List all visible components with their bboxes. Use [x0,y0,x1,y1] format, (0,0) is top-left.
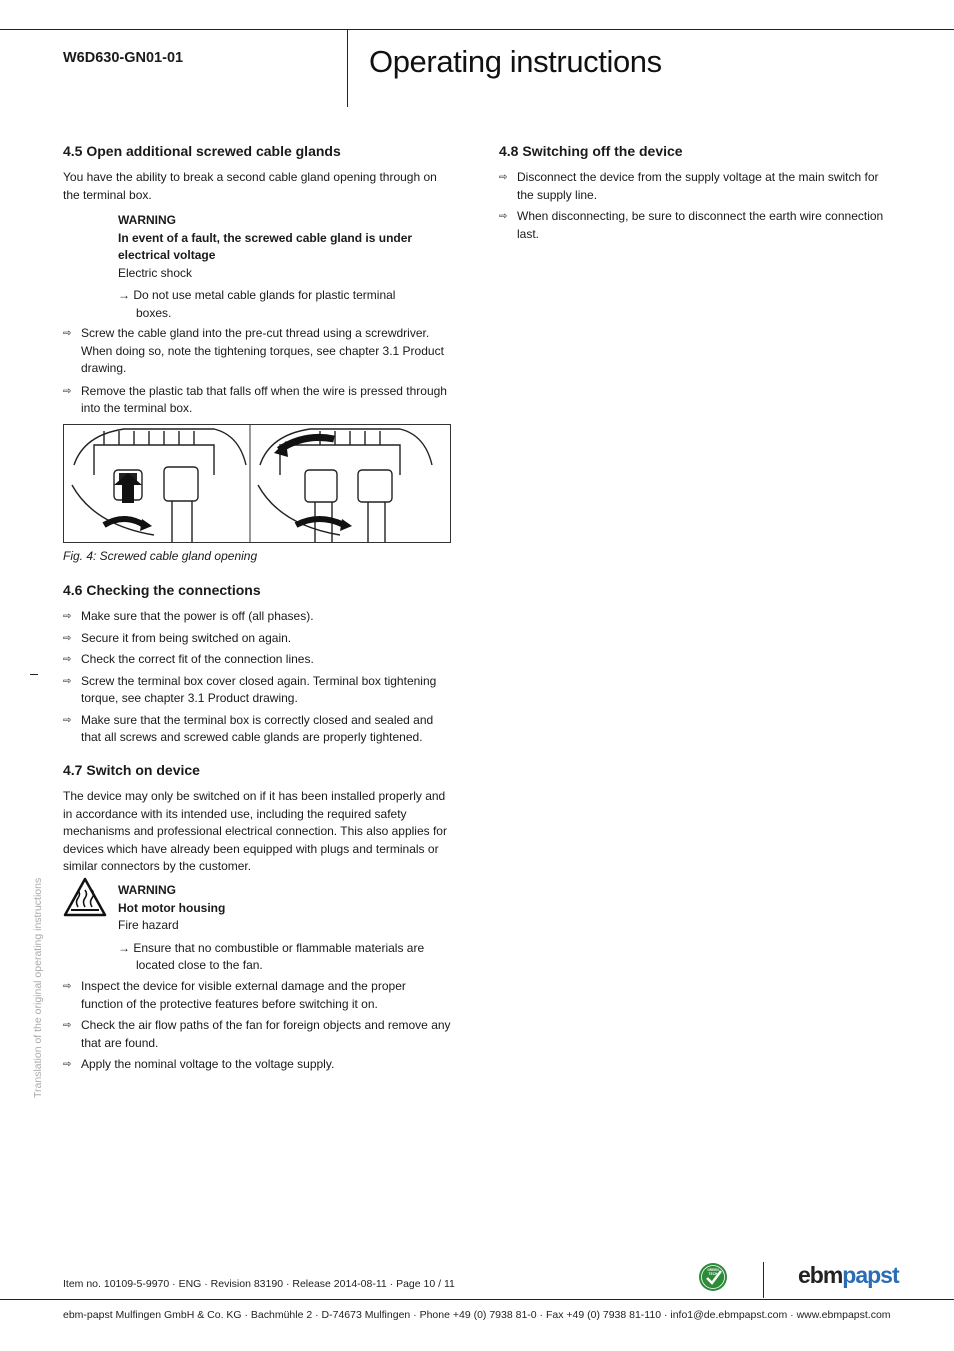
list-item: ⇨ Screw the cable gland into the pre-cut thread using a screwdriver. When doing so, note the tightening torques, see chapter 3.1 Product drawing. [63,326,444,375]
item-info-line: Item no. 10109-5-9970 · ENG · Revision 83190 · Release 2014-08-11 · Page 10 / 11 [63,1278,455,1290]
list-item: ⇨ Disconnect the device from the supply voltage at the main switch for the supply line. [499,170,879,202]
warning-hazard: Fire hazard [118,918,179,932]
arrow-icon: ⇨ [63,714,72,726]
warning-label: WARNING [118,213,176,227]
list-item: ⇨ Inspect the device for visible external damage and the proper function of the protective features before switching it on. [63,979,406,1011]
list-item: ⇨ Screw the terminal box cover closed again. Terminal box tightening torque, see chapter 3.1 Product drawing. [63,673,437,705]
arrow-icon: ⇨ [499,172,508,183]
arrow-icon: ⇨ [63,1059,72,1070]
list-item: ⇨ Check the air flow paths of the fan for foreign objects and remove any that are found. [63,1018,451,1050]
section-4-7-steps [63,978,451,1074]
warning-label: WARNING [118,883,176,897]
model-number: W6D630-GN01-01 [63,50,184,66]
list-item: ⇨ Make sure that the terminal box is correctly closed and sealed and that all screws and screwed cable glands are properly tightened. [63,712,434,744]
arrow-icon: ⇨ [63,611,72,622]
arrow-icon: ⇨ [63,654,72,665]
figure-cable-gland [63,424,451,543]
page-title: Operating instructions [369,44,662,79]
warning-hazard: Electric shock [118,265,193,280]
footer-rule [0,1299,954,1300]
warning-title: Hot motor housing [118,900,226,915]
section-4-6-steps [63,608,451,747]
badge-text: GREEN TECH [707,1268,719,1276]
arrow-icon: ⇨ [63,675,72,687]
warning-title: In event of a fault, the screwed cable gland is under electrical voltage [118,230,413,262]
list-item: ⇨ Apply the nominal voltage to the voltage supply. [63,1056,451,1074]
section-heading-4-8: 4.8 Switching off the device [499,143,683,159]
cable-gland-illustration [64,425,450,542]
green-tech-badge [698,1262,728,1297]
section-heading-4-5: 4.5 Open additional screwed cable glands [63,143,341,159]
list-item: ⇨ Make sure that the power is off (all phases). [63,608,451,626]
section-4-8-steps [499,169,885,243]
section-4-5-intro: You have the ability to break a second cable gland opening through on the terminal box. [63,170,437,202]
list-item: ⇨ Secure it from being switched on again. [63,630,451,648]
arrow-icon: ⇨ [63,981,72,992]
sidebar-translation-note: Translation of the original operating instructions [32,877,44,1098]
list-item: ⇨ Check the correct fit of the connection lines. [63,651,451,669]
company-address-line: ebm-papst Mulfingen GmbH & Co. KG · Bachmühle 2 · D-74673 Mulfingen · Phone +49 (0) 7938 81-0 · Fax +49 (0) 7938 81-110 · info1@de.ebmpapst.com · www.ebmpapst.com [63,1309,891,1321]
footer-logo-divider [763,1262,764,1298]
arrow-icon: ⇨ [63,632,72,644]
warning-action: → Do not use metal cable glands for plastic terminal boxes. [118,288,396,320]
warning-block-4-7 [118,882,428,975]
header-top-rule [0,29,954,30]
list-item: ⇨ When disconnecting, be sure to disconnect the earth wire connection last. [499,209,884,241]
section-4-7-intro: The device may only be switched on if it has been installed properly and in accordance with its intended use, including the required safety mechanisms and professional electrical connection. This also applies for devices which have already been equipped with plugs and terminals or similar connectors by the customer. [63,789,447,873]
warning-block-4-5 [118,212,428,322]
arrow-icon: ⇨ [499,211,508,222]
ebmpapst-logo: ebmpapst [798,1262,899,1288]
warning-action: → Ensure that no combustible or flammable materials are located close to the fan. [118,940,425,972]
section-4-5-steps [63,325,451,418]
figure-caption: Fig. 4: Screwed cable gland opening [63,549,258,563]
section-heading-4-6: 4.6 Checking the connections [63,582,261,598]
list-item: ⇨ Remove the plastic tab that falls off when the wire is pressed through into the terminal box. [63,383,447,415]
hot-surface-warning-icon [63,877,107,922]
arrow-icon: ⇨ [63,1020,72,1031]
header-divider [347,29,348,107]
arrow-icon: ⇨ [63,385,72,397]
section-heading-4-7: 4.7 Switch on device [63,762,200,778]
margin-mark [30,674,38,675]
arrow-icon: ⇨ [63,328,72,339]
